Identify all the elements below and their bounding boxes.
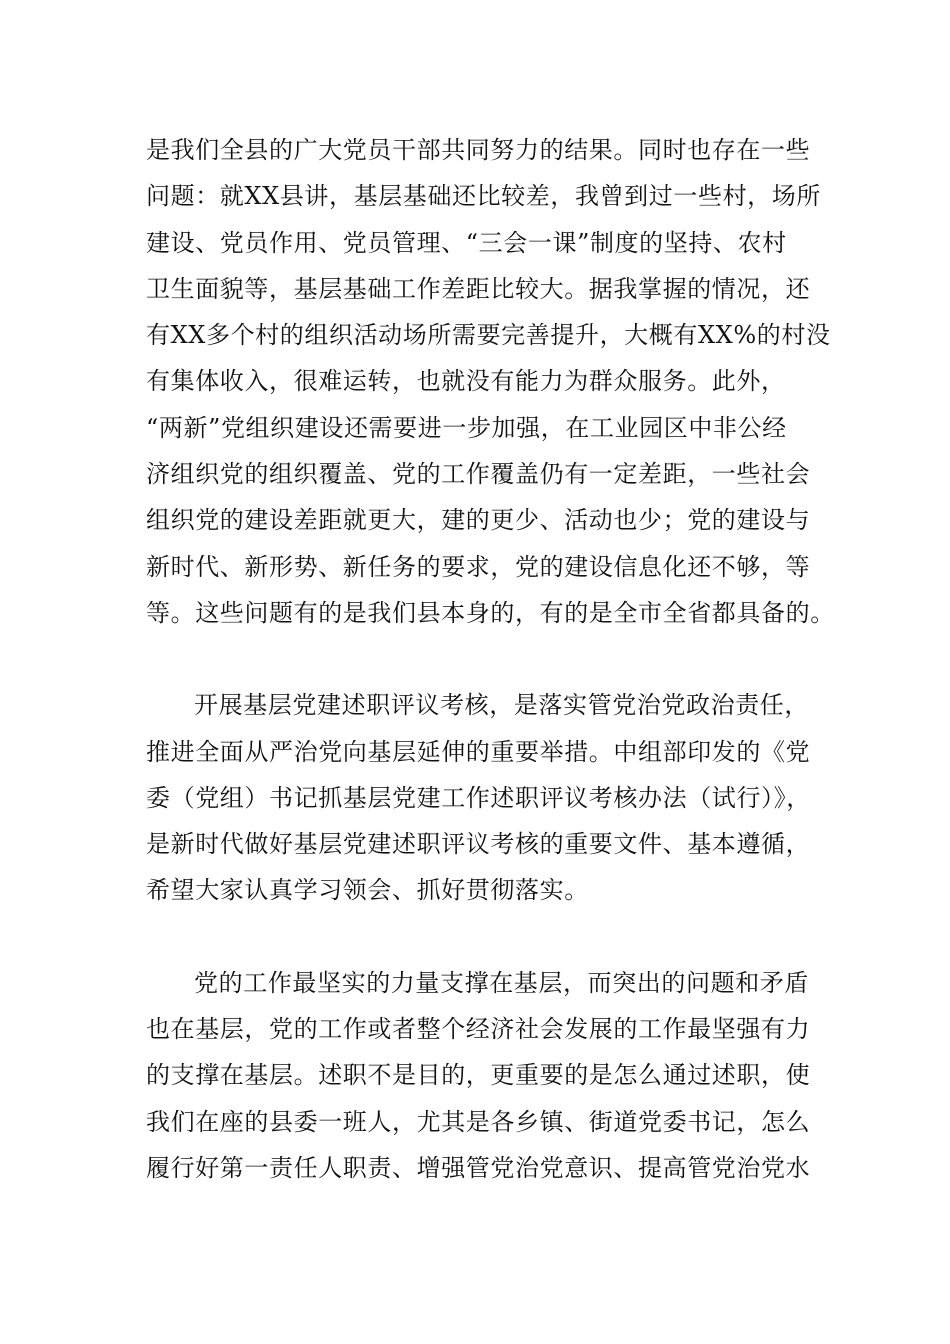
paragraph-line: 济组织党的组织覆盖、党的工作覆盖仍有一定差距，一些社会: [146, 460, 811, 489]
paragraph-line: 问题：就XX县讲，基层基础还比较差，我曾到过一些村，场所: [146, 182, 821, 211]
paragraph-line: 也在基层，党的工作或者整个经济社会发展的工作最坚强有力: [146, 1015, 811, 1044]
paragraph-line: 有XX多个村的组织活动场所需要完善提升，大概有XX%的村没: [146, 321, 831, 350]
paragraph-line: 新时代、新形势、新任务的要求，党的建设信息化还不够，等: [146, 552, 811, 581]
paragraph-line: 推进全面从严治党向基层延伸的重要举措。中组部印发的《党: [146, 737, 811, 766]
paragraph-line: 建设、党员作用、党员管理、“三会一课”制度的坚持、农村: [146, 228, 787, 257]
paragraph-line: 开展基层党建述职评议考核，是落实管党治党政治责任，: [194, 691, 809, 720]
paragraph-line: 组织党的建设差距就更大，建的更少、活动也少；党的建设与: [146, 506, 811, 535]
paragraph-line: 是我们全县的广大党员干部共同努力的结果。同时也存在一些: [146, 136, 811, 164]
paragraph-line: 的支撑在基层。述职不是目的，更重要的是怎么通过述职，使: [146, 1061, 811, 1090]
paragraph-line: 希望大家认真学习领会、抓好贯彻落实。: [146, 876, 589, 905]
paragraph-line: 我们在座的县委一班人，尤其是各乡镇、街道党委书记，怎么: [146, 1107, 811, 1136]
paragraph-line: 等。这些问题有的是我们县本身的，有的是全市全省都具备的。: [146, 598, 835, 627]
paragraph-1: [146, 127, 835, 636]
document-body: [146, 127, 835, 1191]
paragraph-line: 有集体收入，很难运转，也就没有能力为群众服务。此外，: [146, 367, 786, 396]
paragraph-line: “两新”党组织建设还需要进一步加强，在工业园区中非公经: [146, 413, 787, 442]
paragraph-line: 是新时代做好基层党建述职评议考核的重要文件、基本遵循，: [146, 830, 811, 859]
paragraph-line: 委（党组）书记抓基层党建工作述职评议考核办法（试行）》，: [146, 783, 811, 812]
paragraph-line: 党的工作最坚实的力量支撑在基层，而突出的问题和矛盾: [194, 968, 809, 997]
paragraph-2: [146, 682, 818, 913]
paragraph-line: 履行好第一责任人职责、增强管党治党意识、提高管党治党水: [146, 1153, 811, 1182]
paragraph-3: [146, 960, 818, 1191]
paragraph-line: 卫生面貌等，基层基础工作差距比较大。据我掌握的情况，还: [146, 274, 811, 303]
